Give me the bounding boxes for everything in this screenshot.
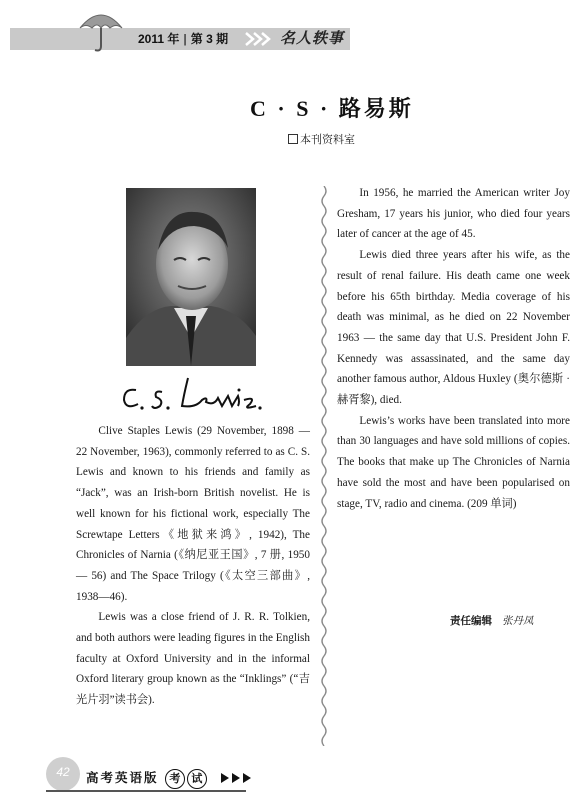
double-chevron-icon [244,30,274,48]
issue-year: 2011 年 [138,32,180,46]
byline [288,131,355,147]
square-icon [288,134,298,144]
portrait-photo [126,188,256,366]
footer-magazine [86,768,209,789]
article-title: C · S · 路易斯 [250,96,414,121]
signature [118,370,278,416]
byline-text: 本刊资料室 [300,133,355,146]
kao-badge: 考 [165,769,185,789]
paragraph: Lewis was a close friend of J. R. R. Tolkien, and both authors were leading figures in the English faculty at Oxford University and in the informal Oxford literary group known as the “Inklings” (“吉光片羽”读书会). [76,611,310,707]
issue-label: 2011 年 | 第 3 期 [138,32,229,46]
editor-label: 责任编辑 [450,615,492,627]
umbrella-icon [76,6,126,54]
footer-rule [46,790,246,792]
column-divider [320,186,328,746]
editor-name: 张丹凤 [502,615,534,627]
paragraph: In 1956, he married the American writer Joy Gresham, 17 years his junior, who died four years later of cancer at the age of 45. [337,187,570,241]
editor-credit [450,613,534,628]
page-number: 42 [46,757,80,791]
paragraph: Lewis died three years after his wife, as the result of renal failure. His death came one week before his 65th birthday. Media coverage of his death was minimal, as he died on 22 November 1963 — the same day that U.S. President John F. Kennedy was assassinated, and the same day another famous author, Aldous Huxley (奥尔德斯 · 赫胥黎), died. [337,249,570,407]
column-name: 名人轶事 [280,29,345,47]
magazine-name: 高考英语版 [86,770,159,785]
paragraph: Lewis’s works have been translated into more than 30 languages and have sold millions of copies. The books that make up The Chronicles of Narnia have sold the most and have been popularised on stage, TV, radio and cinema. (209 单词) [337,414,570,510]
shi-badge: 试 [187,769,207,789]
right-column [337,183,570,514]
paragraph: Clive Staples Lewis (29 November, 1898 — 22 November, 1963), commonly referred to as C. S. Lewis and known to his friends and family as “Jack”, was an Irish-born British novelist. He is well known for his fictional work, especially The Screwtape Letters《地狱来鸿》, 1942), The Chronicles of Narnia (《纳尼亚王国》, 7 册, 1950 — 56) and The Space Trilogy (《太空三部曲》, 1938—46). [76,425,310,603]
left-column [76,421,310,711]
triple-arrow-icon [220,772,254,784]
issue-number: 第 3 期 [190,32,229,46]
